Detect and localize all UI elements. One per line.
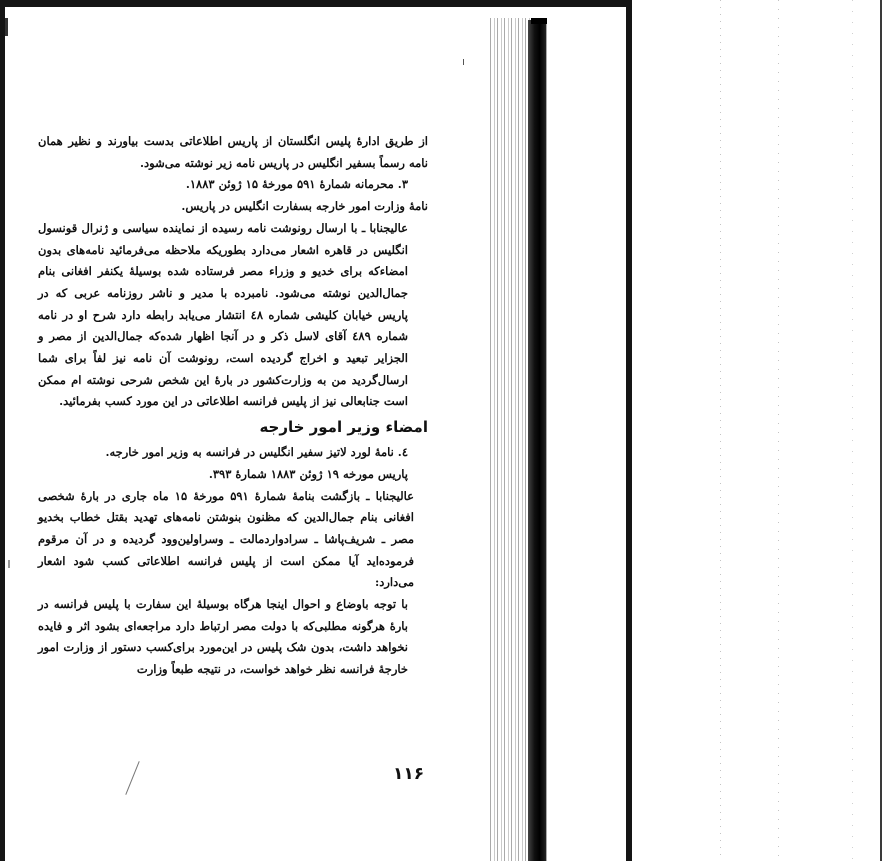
page-frame-left xyxy=(0,0,5,861)
item-4-date-reference: پاریس مورخه ۱۹ ژوئن ۱۸۸۳ شمارهٔ ۳۹۳. xyxy=(208,466,408,481)
scan-tick-mark xyxy=(463,59,464,65)
paragraph-intro: از طریق ادارهٔ پلیس انگلستان از پاریس اطلاعاتی بدست بیاورند و نظیر همان نامه رسماً بسفیر انگلیس در پاریس نامه زیر نوشته می‌شود. xyxy=(38,134,428,170)
item-3-subject: نامهٔ وزارت امور خارجه بسفارت انگلیس در پاریس. xyxy=(181,199,428,214)
item-4-letter-continuation: با توجه باوضاع و احوال اینجا هرگاه بوسیلهٔ این سفارت با پلیس فرانسه در بارهٔ هرگونه مطلبی‌که با دولت مصر ارتباط دارد مراجعه‌ای بشود اثر و فایده نخواهد داشت، بدون شک پلیس در این‌مورد برای‌کسب دستور از وزارت امور خارجهٔ فرانسه نظر خواهد خواست، در نتیجه طبعاً وزارت xyxy=(38,597,408,677)
page-body-text xyxy=(38,131,428,681)
item-4-title: ٤. نامهٔ لورد لاتیز سفیر انگلیس در فرانسه به وزیر امور خارجه. xyxy=(105,445,408,460)
item-3-reference: ۳. محرمانه شمارهٔ ۵۹۱ مورخهٔ ۱۵ ژوئن ۱۸۸۳. xyxy=(185,177,408,192)
signature-heading: امضاء وزیر امور خارجه xyxy=(259,418,428,437)
page-number: ۱۱۶ xyxy=(393,764,425,784)
item-4-letter-body: عالیجنابا ـ بازگشت بنامهٔ شمارهٔ ۵۹۱ مورخهٔ ۱۵ ماه جاری در بارهٔ شخصی افغانی بنام جمال‌الدین که مظنون بنوشتن نامه‌های تهدید بقتل خطاب بخدیو مصر ـ شریف‌پاشا ـ سرادوارد‌مالت ـ وسر‌اولین‌وود گردیده و در آن مرقوم فرموده‌اید آیا ممکن است از پلیس فرانسه اطلاعاتی کسب شود اشعار می‌دارد: xyxy=(38,488,415,590)
scan-edge-line xyxy=(880,0,882,861)
page-frame-top xyxy=(0,0,632,7)
frame-notch xyxy=(5,18,8,36)
book-spine-dark xyxy=(528,20,546,861)
page-frame-right xyxy=(626,0,632,861)
stray-pen-mark xyxy=(125,761,139,795)
stray-dot-mark xyxy=(8,560,10,568)
item-3-letter-body: عالیجنابا ـ با ارسال رونوشت نامه رسیده از نماینده سیاسی و ژنرال قونسول انگلیس در قاهره اشعار می‌دارد بطوریکه ملاحظه می‌فرمائید نامه‌های بدون امضاءکه برای خدیو و وزراء مصر فرستاده شده بوسیلهٔ یکنفر افغانی بنام جمال‌الدین نوشته می‌شود. نامبرده با مدیر و ناشر روزنامه عربی که در پاریس خیابان کلیشی شماره ٤۸ انتشار می‌یابد رابطه دارد شرح او در نامه شماره ٤۸۹ آقای لاسل ذکر و در آنجا اظهار شده‌که جمال‌الدین از مصر و الجزایر تبعید و اخراج گردیده است، رونوشت آن نامه نیز لفاً برای شما ارسال‌گردید من به وزارت‌کشور در بارهٔ این شخص شرحی نوشته ام ممکن است جنابعالی نیز از پلیس فرانسه اطلاعاتی در این مورد کسب بفرمائید. xyxy=(38,220,408,409)
facing-page-edge xyxy=(720,0,884,861)
book-spine-cap xyxy=(531,18,547,24)
